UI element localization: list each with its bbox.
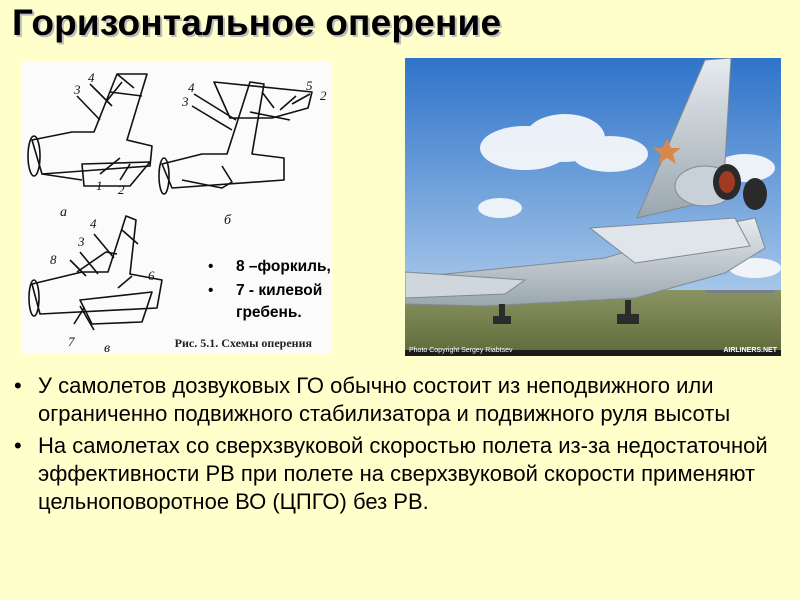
bullet-icon: • [208,282,214,299]
figure-number: 5 [306,78,313,93]
scheme-b-label: б [224,213,232,228]
photo-credit: Photo Copyright Sergey Riabtsev [409,347,513,354]
figure-number: 4 [188,80,195,95]
legend-list [208,256,388,326]
bullet-icon: • [208,258,214,275]
list-item: • У самолетов дозвуковых ГО обычно состоит из неподвижного или ограниченно подвижного стабилизатора и подвижного руля высоты [14,373,731,426]
list-item: • 7 - килевой гребень. [208,282,323,321]
figure-number: 4 [90,216,97,231]
figure-number: 3 [182,94,189,109]
aircraft-photo [405,58,781,356]
figure-number: 6 [148,268,155,283]
figure-number: 7 [68,334,75,349]
bullet-icon: • [14,433,22,458]
scheme-v-drawing [29,216,162,330]
figure-number: 3 [74,82,81,97]
figure-number: 8 [50,252,57,267]
figure-number: 2 [118,182,125,197]
figure-caption: Рис. 5.1. Схемы оперения [174,336,312,350]
figure-number: 4 [88,70,95,85]
photo-source: AIRLINERS.NET [723,347,777,354]
slide-title: Горизонтальное оперение [12,2,502,43]
figure-number: 1 [96,178,103,193]
figure-number: 3 [78,234,85,249]
list-item: • 8 –форкиль, [208,256,388,278]
scheme-a-label: а [60,205,67,220]
aircraft-tail-picture [405,58,781,356]
bullet-icon: • [14,373,22,398]
list-item: • На самолетах со сверхзвуковой скоростью полета из-за недостаточной эффективности РВ при полете на сверхзвуковой скорости применяют цельноповоротное ВО (ЦПГО) без РВ. [14,433,768,514]
scheme-a-drawing [28,74,152,186]
scheme-v-label: в [104,341,111,354]
figure-number: 2 [320,88,327,103]
main-bullet-list [12,372,792,520]
